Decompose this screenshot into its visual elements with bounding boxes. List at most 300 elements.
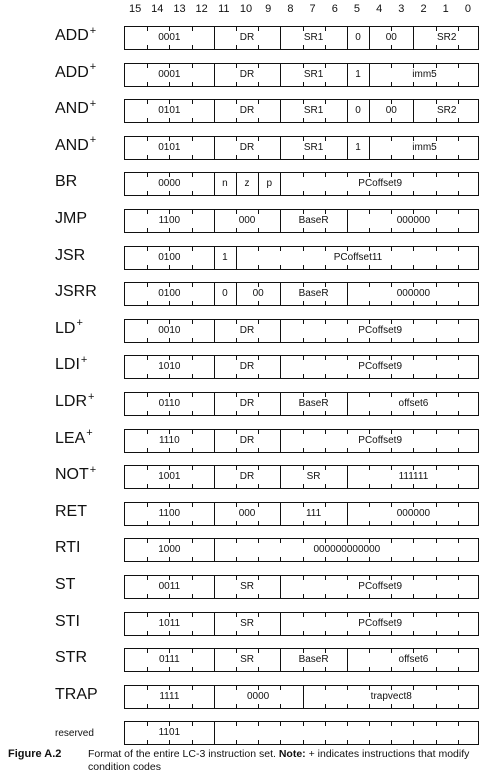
bit-tick xyxy=(391,356,392,360)
caption-text xyxy=(88,748,482,774)
bit-tick xyxy=(192,137,193,141)
bit-tick xyxy=(147,27,148,31)
field-label: offset6 xyxy=(398,398,429,409)
bit-tick xyxy=(458,374,459,378)
bit-tick xyxy=(436,247,437,251)
bit-tick xyxy=(192,466,193,470)
bit-tick xyxy=(413,667,414,671)
bit-tick xyxy=(192,118,193,122)
bit-tick xyxy=(169,320,170,324)
bit-tick xyxy=(147,265,148,269)
instruction-mnemonic xyxy=(55,724,94,744)
bit-tick xyxy=(347,539,348,543)
instruction-row xyxy=(0,240,482,278)
bit-tick xyxy=(458,594,459,598)
bit-tick xyxy=(258,82,259,86)
bit-tick xyxy=(258,155,259,159)
bit-tick xyxy=(458,228,459,232)
bit-tick xyxy=(369,667,370,671)
bit-tick xyxy=(169,301,170,305)
bit-tick xyxy=(436,613,437,617)
bit-tick xyxy=(325,539,326,543)
bit-tick xyxy=(391,191,392,195)
field-label: 1 xyxy=(355,141,361,153)
bit-tick xyxy=(436,631,437,635)
bit-tick xyxy=(169,265,170,269)
field-label: SR1 xyxy=(303,68,324,80)
bit-tick xyxy=(458,283,459,287)
bit-tick xyxy=(192,301,193,305)
bit-tick xyxy=(458,649,459,653)
bit-tick xyxy=(325,411,326,415)
bit-tick xyxy=(192,686,193,690)
bit-tick xyxy=(169,210,170,214)
bit-tick xyxy=(169,448,170,452)
bit-tick xyxy=(192,155,193,159)
bit-tick xyxy=(236,27,237,31)
bit-tick xyxy=(369,722,370,726)
instruction-row xyxy=(0,349,482,387)
bit-tick xyxy=(391,557,392,561)
bit-tick xyxy=(169,503,170,507)
bit-tick xyxy=(169,686,170,690)
bit-tick xyxy=(303,740,304,744)
mnemonic-text: LD xyxy=(55,319,76,337)
bit-tick xyxy=(369,338,370,342)
bit-tick xyxy=(147,374,148,378)
bit-tick xyxy=(147,173,148,177)
bit-tick xyxy=(192,283,193,287)
bit-tick xyxy=(280,247,281,251)
bit-tick xyxy=(147,722,148,726)
bit-tick xyxy=(436,265,437,269)
bit-tick xyxy=(436,173,437,177)
bit-tick xyxy=(303,466,304,470)
bit-tick xyxy=(325,374,326,378)
bit-tick xyxy=(169,356,170,360)
bit-tick xyxy=(369,448,370,452)
bit-tick xyxy=(147,155,148,159)
bit-tick xyxy=(347,576,348,580)
bit-number-9: 9 xyxy=(265,3,272,15)
instruction-row xyxy=(0,313,482,351)
bit-tick xyxy=(236,155,237,159)
instruction-mnemonic xyxy=(55,63,96,83)
bit-tick xyxy=(391,137,392,141)
instruction-row xyxy=(0,569,482,607)
mnemonic-text: ADD xyxy=(55,27,89,44)
bit-tick xyxy=(391,503,392,507)
bit-tick xyxy=(369,191,370,195)
bit-tick xyxy=(147,228,148,232)
instruction-row xyxy=(0,386,482,424)
bit-tick xyxy=(347,722,348,726)
instruction-row xyxy=(0,423,482,461)
bit-tick xyxy=(236,228,237,232)
field-label: imm5 xyxy=(412,68,437,80)
bit-tick xyxy=(192,594,193,598)
bit-tick xyxy=(458,27,459,31)
bit-tick xyxy=(436,27,437,31)
bit-tick xyxy=(413,722,414,726)
bit-tick xyxy=(325,393,326,397)
bit-tick xyxy=(280,740,281,744)
bit-tick xyxy=(147,484,148,488)
bit-tick xyxy=(413,521,414,525)
bit-tick xyxy=(458,704,459,708)
bit-tick xyxy=(369,228,370,232)
bit-tick xyxy=(325,722,326,726)
field-label: SR xyxy=(240,581,254,592)
bit-tick xyxy=(391,118,392,122)
bit-tick xyxy=(325,667,326,671)
bit-tick xyxy=(169,539,170,543)
bit-tick xyxy=(147,247,148,251)
bit-tick xyxy=(192,64,193,68)
bit-tick xyxy=(192,704,193,708)
bit-tick xyxy=(303,45,304,49)
mnemonic-text: RTI xyxy=(55,539,81,557)
bit-tick xyxy=(391,686,392,690)
bit-field-box xyxy=(124,355,479,379)
bit-tick xyxy=(169,667,170,671)
bit-tick xyxy=(458,64,459,68)
bit-tick xyxy=(169,576,170,580)
bit-tick xyxy=(236,374,237,378)
bit-tick xyxy=(391,320,392,324)
instruction-row xyxy=(0,203,482,241)
bit-tick xyxy=(236,631,237,635)
bit-tick xyxy=(258,557,259,561)
sets-condition-codes-marker: + xyxy=(80,354,88,367)
bit-tick xyxy=(391,393,392,397)
mnemonic-text: BR xyxy=(55,173,78,191)
field-label: 0001 xyxy=(158,68,181,80)
bit-tick xyxy=(147,393,148,397)
field-label: 0001 xyxy=(158,32,181,43)
bit-field-box xyxy=(124,26,479,50)
bit-tick xyxy=(413,631,414,635)
bit-tick xyxy=(369,173,370,177)
bit-tick xyxy=(169,247,170,251)
field-label: imm5 xyxy=(412,141,437,153)
bit-tick xyxy=(347,338,348,342)
bit-tick xyxy=(391,649,392,653)
bit-tick xyxy=(280,539,281,543)
bit-tick xyxy=(303,503,304,507)
bit-tick xyxy=(258,649,259,653)
bit-number-8: 8 xyxy=(287,3,294,15)
bit-tick xyxy=(192,27,193,31)
field-label: 0000 xyxy=(158,178,181,190)
field-label: BaseR xyxy=(298,654,329,666)
field-label: PCoffset9 xyxy=(358,581,403,592)
bit-tick xyxy=(169,64,170,68)
bit-tick xyxy=(458,613,459,617)
mnemonic-text: RET xyxy=(55,502,87,520)
bit-number-2: 2 xyxy=(420,3,427,15)
field-label: SR xyxy=(240,617,254,629)
bit-tick xyxy=(192,374,193,378)
bit-tick xyxy=(325,100,326,104)
caption-description: Format of the entire LC-3 instruction set. xyxy=(88,748,276,760)
bit-tick xyxy=(347,374,348,378)
bit-tick xyxy=(391,539,392,543)
sets-condition-codes-marker: + xyxy=(76,317,83,330)
bit-tick xyxy=(391,27,392,31)
bit-tick xyxy=(147,466,148,470)
bit-tick xyxy=(147,667,148,671)
bit-tick xyxy=(303,613,304,617)
bit-tick xyxy=(391,448,392,452)
bit-tick xyxy=(303,64,304,68)
bit-field-box xyxy=(124,685,479,709)
bit-tick xyxy=(303,649,304,653)
field-label: DR xyxy=(239,105,255,117)
bit-tick xyxy=(413,430,414,434)
bit-tick xyxy=(369,265,370,269)
bit-tick xyxy=(458,45,459,49)
bit-tick xyxy=(369,320,370,324)
field-label: 000 xyxy=(238,215,256,226)
bit-tick xyxy=(147,338,148,342)
bit-tick xyxy=(369,411,370,415)
bit-tick xyxy=(436,228,437,232)
bit-tick xyxy=(258,740,259,744)
bit-tick xyxy=(236,484,237,488)
bit-field-box xyxy=(124,209,479,233)
bit-field-box xyxy=(124,319,479,343)
field-label: 0101 xyxy=(158,105,181,117)
bit-tick xyxy=(413,557,414,561)
bit-tick xyxy=(280,704,281,708)
bit-tick xyxy=(391,155,392,159)
bit-tick xyxy=(325,557,326,561)
bit-tick xyxy=(236,448,237,452)
caption-note-label: Note: xyxy=(278,748,306,760)
field-label: 0101 xyxy=(158,141,181,153)
bit-tick xyxy=(303,283,304,287)
bit-tick xyxy=(147,137,148,141)
instruction-mnemonic xyxy=(55,502,87,522)
sets-condition-codes-marker: + xyxy=(89,134,97,147)
bit-number-7: 7 xyxy=(309,3,316,15)
bit-tick xyxy=(303,27,304,31)
bit-field-box xyxy=(124,721,479,745)
bit-tick xyxy=(303,576,304,580)
bit-tick xyxy=(192,649,193,653)
bit-tick xyxy=(369,466,370,470)
bit-tick xyxy=(169,411,170,415)
bit-field-box xyxy=(124,502,479,526)
bit-tick xyxy=(325,484,326,488)
bit-tick xyxy=(458,411,459,415)
bit-tick xyxy=(303,173,304,177)
bit-tick xyxy=(325,613,326,617)
bit-tick xyxy=(258,228,259,232)
bit-number-3: 3 xyxy=(398,3,405,15)
bit-tick xyxy=(458,576,459,580)
sets-condition-codes-marker: + xyxy=(89,463,97,476)
instruction-row xyxy=(0,57,482,95)
bit-tick xyxy=(458,265,459,269)
field-label: p xyxy=(266,178,272,190)
bit-tick xyxy=(303,210,304,214)
bit-tick xyxy=(436,484,437,488)
instruction-mnemonic xyxy=(55,685,98,705)
bit-tick xyxy=(303,722,304,726)
bit-tick xyxy=(413,356,414,360)
bit-tick xyxy=(169,521,170,525)
field-label: 0 xyxy=(222,288,228,300)
bit-tick xyxy=(258,686,259,690)
bit-tick xyxy=(303,191,304,195)
bit-tick xyxy=(369,210,370,214)
bit-tick xyxy=(236,576,237,580)
sets-condition-codes-marker: + xyxy=(89,24,97,37)
mnemonic-text: LDR xyxy=(55,393,88,410)
bit-tick xyxy=(325,338,326,342)
bit-tick xyxy=(413,265,414,269)
field-label: DR xyxy=(239,68,255,80)
field-label: 000000 xyxy=(396,288,431,300)
bit-tick xyxy=(369,649,370,653)
bit-tick xyxy=(458,191,459,195)
bit-tick xyxy=(169,704,170,708)
bit-tick xyxy=(325,448,326,452)
bit-tick xyxy=(303,356,304,360)
bit-tick xyxy=(236,722,237,726)
field-label: 1101 xyxy=(158,727,181,739)
bit-tick xyxy=(192,430,193,434)
field-label: 000000 xyxy=(396,507,431,519)
bit-tick xyxy=(147,430,148,434)
bit-tick xyxy=(391,576,392,580)
bit-tick xyxy=(325,704,326,708)
bit-tick xyxy=(458,466,459,470)
bit-tick xyxy=(303,301,304,305)
field-label: 0100 xyxy=(158,288,181,300)
bit-tick xyxy=(169,484,170,488)
instruction-mnemonic xyxy=(55,99,96,119)
bit-tick xyxy=(303,320,304,324)
bit-number-10: 10 xyxy=(239,3,253,15)
field-label: SR1 xyxy=(303,141,324,153)
mnemonic-text: ADD xyxy=(55,63,89,81)
bit-tick xyxy=(458,118,459,122)
bit-tick xyxy=(436,576,437,580)
bit-tick xyxy=(413,594,414,598)
bit-tick xyxy=(347,613,348,617)
bit-tick xyxy=(458,210,459,214)
instruction-mnemonic xyxy=(55,429,93,449)
bit-tick xyxy=(258,393,259,397)
bit-tick xyxy=(325,576,326,580)
bit-tick xyxy=(258,338,259,342)
field-label: 0010 xyxy=(158,324,181,336)
bit-tick xyxy=(458,631,459,635)
field-label: PCoffset9 xyxy=(358,324,403,336)
bit-tick xyxy=(347,191,348,195)
bit-tick xyxy=(369,740,370,744)
bit-tick xyxy=(147,649,148,653)
bit-number-header xyxy=(0,0,482,22)
bit-tick xyxy=(391,374,392,378)
bit-tick xyxy=(369,686,370,690)
bit-tick xyxy=(325,265,326,269)
instruction-mnemonic xyxy=(55,282,97,302)
bit-tick xyxy=(236,320,237,324)
bit-tick xyxy=(192,484,193,488)
bit-tick xyxy=(258,448,259,452)
bit-tick xyxy=(391,484,392,488)
bit-tick xyxy=(391,82,392,86)
mnemonic-text: JSRR xyxy=(55,283,97,301)
bit-tick xyxy=(391,247,392,251)
bit-tick xyxy=(413,649,414,653)
bit-tick xyxy=(347,686,348,690)
bit-tick xyxy=(169,191,170,195)
instruction-mnemonic xyxy=(55,246,85,266)
instruction-row xyxy=(0,606,482,644)
mnemonic-text: AND xyxy=(55,136,89,154)
bit-field-box xyxy=(124,99,479,123)
instruction-row xyxy=(0,496,482,534)
instruction-row xyxy=(0,276,482,314)
mnemonic-text: reserved xyxy=(55,728,94,740)
bit-tick xyxy=(147,320,148,324)
field-label: PCoffset11 xyxy=(333,251,383,263)
bit-tick xyxy=(236,393,237,397)
bit-tick xyxy=(236,649,237,653)
field-label: 00 xyxy=(385,32,397,43)
instruction-row xyxy=(0,642,482,680)
bit-field-box xyxy=(124,538,479,562)
bit-tick xyxy=(236,594,237,598)
bit-tick xyxy=(169,393,170,397)
bit-tick xyxy=(169,594,170,598)
bit-tick xyxy=(236,686,237,690)
bit-tick xyxy=(236,557,237,561)
bit-tick xyxy=(391,521,392,525)
bit-tick xyxy=(303,521,304,525)
field-label: DR xyxy=(239,471,255,483)
bit-field-box xyxy=(124,392,479,416)
bit-tick xyxy=(303,667,304,671)
bit-tick xyxy=(303,374,304,378)
bit-tick xyxy=(369,704,370,708)
bit-tick xyxy=(413,448,414,452)
bit-tick xyxy=(192,503,193,507)
bit-tick xyxy=(258,704,259,708)
bit-tick xyxy=(169,118,170,122)
bit-tick xyxy=(192,247,193,251)
field-label: 0100 xyxy=(158,251,181,263)
bit-tick xyxy=(369,631,370,635)
bit-tick xyxy=(436,740,437,744)
bit-tick xyxy=(258,484,259,488)
field-label: 111111 xyxy=(398,471,429,483)
bit-tick xyxy=(458,173,459,177)
bit-tick xyxy=(347,448,348,452)
bit-tick xyxy=(258,247,259,251)
bit-tick xyxy=(169,338,170,342)
bit-tick xyxy=(325,356,326,360)
bit-tick xyxy=(391,594,392,598)
field-label: DR xyxy=(239,361,255,373)
bit-tick xyxy=(325,45,326,49)
bit-tick xyxy=(192,265,193,269)
